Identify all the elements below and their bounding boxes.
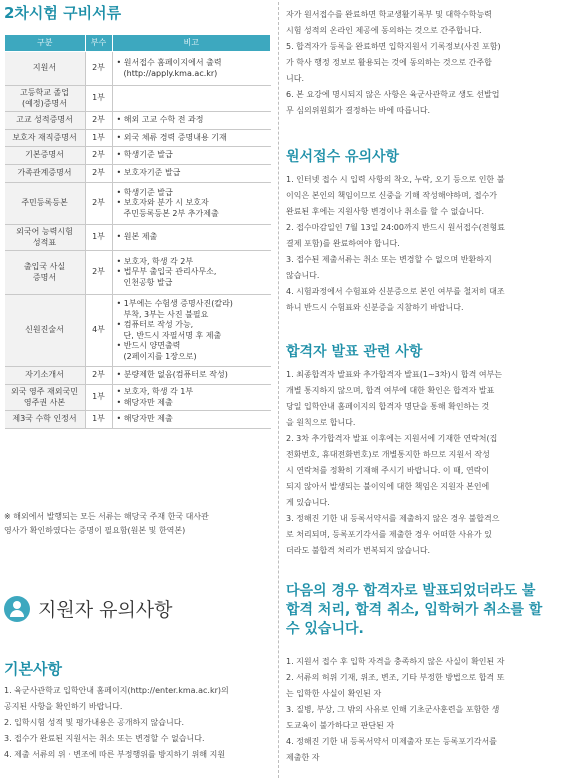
copy-count-cell: 1부 [85,385,112,411]
document-name-line: 지원서 [32,63,57,73]
remarks-line: (2페이지를 1장으로) [123,351,197,361]
remarks-line: • 법무부 출입국 관리사무소, [116,267,217,277]
header-note: 비고 [112,35,271,52]
person-icon [4,596,30,622]
remarks-line: • 보호자와 분가 시 보호자 [116,198,209,208]
document-name-line: 기본증명서 [25,150,64,160]
table-row [5,130,271,147]
list-item: 하니 반드시 수험표와 신분증을 지참하기 바랍니다. [286,303,464,312]
document-name-cell [5,112,86,130]
remarks-cell [112,130,271,147]
table-row [5,165,271,183]
list-item: 제출한 자 [286,753,320,762]
remarks-line: • 반드시 양면출력 [116,341,181,350]
remarks-cell [112,367,271,385]
copy-count-cell: 1부 [85,225,112,251]
list-item: 결제 포함)를 완료하여야 합니다. [286,239,400,248]
remarks-line: • 분량제한 없음(컴퓨터로 작성) [116,370,228,380]
document-name-line: 성적표 [32,237,57,247]
list-item: 5. 합격자가 등록을 완료하면 입학지원서 기록정보(사진 포함) [286,42,501,51]
remarks-line: • 보호자, 학생 각 1부 [116,387,194,396]
list-item: 가 학사 행정 정보로 활용되는 것에 동의하는 것으로 간주합 [286,58,492,67]
remarks-line: 단, 반드시 자필서명 후 제출 [123,330,222,340]
document-name-line: 가족관계증명서 [17,168,72,178]
remarks-line: 부착, 3부는 사진 불필요 [123,309,209,319]
remarks-cell [112,165,271,183]
document-name-cell [5,130,86,147]
list-item: 3. 질병, 부상, 그 밖의 사유로 인해 기초군사훈련을 포함한 생 [286,705,500,714]
remarks-line: (http://apply.kma.ac.kr) [123,68,218,78]
list-item: 3. 접수된 제출서류는 취소 또는 변경할 수 없으며 반환하지 [286,255,492,264]
list-item: 시 연락처를 정확히 기재해 주시기 바랍니다. 이 때, 연락이 [286,466,490,475]
table-row [5,147,271,165]
table-row [5,251,271,295]
list-item: 4. 제출 서류의 위 · 변조에 따른 부정행위를 방지하기 위해 지원 [4,750,226,759]
document-name-line: 고교 성적증명서 [16,115,73,125]
list-item: 로 처리되며, 등록포기각서를 제출한 경우 어떠한 사유가 있 [286,530,492,539]
list-item: 무 심의위원회가 결정하는 바에 따릅니다. [286,106,431,115]
list-item: 1. 최종합격자 발표와 추가합격자 발표(1~3차)시 합격 여부는 [286,370,503,379]
basics-title: 기본사항 [4,660,62,678]
document-name-line: 보호자 재직증명서 [12,132,77,142]
list-item: 2. 입학시험 성적 및 평가내용은 공개하지 않습니다. [4,718,184,727]
list-item: 4. 시험과정에서 수험표와 신분증으로 본인 여부를 철저히 대조 [286,287,505,296]
copy-count-cell: 2부 [85,367,112,385]
remarks-line: • 외국 체류 경력 증명내용 기재 [116,132,227,142]
list-item: 1. 육군사관학교 입학안내 홈페이지(http://enter.kma.ac.kr)의 [4,686,229,695]
application-notes-title: 원서접수 유의사항 [286,149,400,165]
list-item: 더라도 불합격 처리가 번복되지 않습니다. [286,546,431,555]
applicant-notes-title: 지원자 유의사항 [38,599,173,621]
copy-count-cell: 4부 [85,295,112,367]
document-name-cell [5,411,86,429]
list-item: 6. 본 요강에 명시되지 않은 사항은 육군사관학교 생도 선발업 [286,90,500,99]
table-row [5,52,271,86]
footnote-line: ※ 해외에서 발행되는 모든 서류는 해당국 주재 한국 대사관 [4,512,209,521]
remarks-cell [112,86,271,112]
list-item: 2. 서류의 허위 기재, 위조, 변조, 기타 부정한 방법으로 합격 또 [286,673,505,682]
list-item: 이익은 본인의 책임이므로 신중을 기해 작성해야하며, 접수가 [286,191,497,200]
list-item: 2. 3차 추가합격자 발표 이후에는 지원서에 기재한 연락처(집 [286,434,498,443]
list-item: 시험 성적의 온라인 제공에 동의하는 것으로 간주합니다. [286,26,482,35]
document-name-cell [5,385,86,411]
table-row [5,385,271,411]
table-row [5,112,271,130]
copy-count-cell: 2부 [85,183,112,225]
copy-count-cell: 2부 [85,112,112,130]
documents-table [4,34,271,429]
remarks-line: • 해외 고교 수학 전 과정 [116,115,204,125]
list-item: 전화번호, 휴대전화번호)로 개별통지한 하므로 지원서 작성 [286,450,490,459]
table-row [5,86,271,112]
remarks-line: 주민등록등본 2부 추가제출 [123,208,219,218]
list-item: 1. 지원서 접수 후 입학 자격을 충족하지 않은 사실이 확인된 자 [286,657,505,666]
document-name-line: 출입국 사실 [23,262,66,271]
cancellation-title-line: 다음의 경우 합격자로 발표되었더라도 불 [286,583,536,599]
announcement-notes-list [286,367,558,559]
header-count: 부수 [85,35,112,52]
remarks-line: • 원서접수 홈페이지에서 출력 [116,58,222,67]
list-item: 개별 통지하지 않으며, 합격 여부에 대한 확인은 합격자 발표 [286,386,495,395]
cancellation-list [286,654,558,766]
list-item: 2. 접수마감일인 7월 13일 24:00까지 반드시 원서접수(전형료 [286,223,505,232]
document-name-line: 제3국 수학 인정서 [12,414,77,424]
list-item: 않습니다. [286,271,320,280]
document-name-line: 영주권 사본 [23,397,66,407]
document-name-line: 외국어 능력시험 [16,227,73,236]
cancellation-title-line: 합격 처리, 합격 취소, 입학허가 취소를 할 [286,602,543,618]
document-name-cell [5,295,86,367]
remarks-cell [112,147,271,165]
copy-count-cell: 2부 [85,165,112,183]
list-item: 당일 입학안내 홈페이지의 합격자 명단을 통해 확인하는 것 [286,402,490,411]
table-footnote [4,510,269,538]
list-item: 4. 정해진 기한 내 등록서약서 미제출자 또는 등록포기각서를 [286,737,497,746]
table-row [5,225,271,251]
cancellation-title-line: 수 있습니다. [286,621,364,637]
table-row [5,183,271,225]
table-header-row [5,35,271,52]
copy-count-cell: 2부 [85,251,112,295]
document-name-line: 증명서 [32,272,57,282]
remarks-line: • 보호자기준 발급 [116,168,181,178]
list-item: 3. 정해진 기한 내 등록서약서를 제출하지 않은 경우 불합격으 [286,514,500,523]
remarks-line: • 원본 제출 [116,232,158,242]
remarks-cell [112,112,271,130]
document-name-line: 고등학교 졸업 [20,88,69,97]
remarks-cell [112,52,271,86]
list-item: 니다. [286,74,304,83]
applicant-notes-header [4,595,173,622]
table-row [5,367,271,385]
list-item: 도교육이 불가하다고 판단된 자 [286,721,395,730]
intro-list [286,7,558,119]
remarks-line: • 1부에는 수험생 증명사진(칼라) [116,299,233,308]
table-row [5,411,271,429]
document-name-cell [5,225,86,251]
remarks-cell [112,183,271,225]
remarks-line: • 보호자, 학생 각 2부 [116,256,194,266]
list-item: 3. 접수가 완료된 지원서는 취소 또는 변경할 수 없습니다. [4,734,205,743]
remarks-line: • 해당자만 제출 [116,397,173,407]
list-item: 자가 원서접수를 완료하면 학교생활기록부 및 대학수학능력 [286,10,492,19]
list-item: 1. 인터넷 접수 시 입력 사항의 착오, 누락, 오기 등으로 인한 불 [286,175,505,184]
list-item: 을 원칙으로 합니다. [286,418,356,427]
document-name-line: (예정)증명서 [22,98,67,108]
document-name-cell [5,367,86,385]
document-name-line: 신원진술서 [25,325,64,335]
copy-count-cell: 2부 [85,147,112,165]
document-name-cell [5,52,86,86]
document-name-cell [5,147,86,165]
list-item: 공지된 사항을 확인하기 바랍니다. [4,702,123,711]
list-item: 는 입학한 사실이 확인된 자 [286,689,382,698]
copy-count-cell: 1부 [85,86,112,112]
remarks-line: • 학생기준 발급 [116,150,173,160]
document-name-cell [5,251,86,295]
list-item: 완료된 후에는 지원사항 변경이나 취소를 할 수 없습니다. [286,207,485,216]
announcement-notes-title: 합격자 발표 관련 사항 [286,344,423,360]
list-item: 게 있습니다. [286,498,330,507]
remarks-line: • 학생기준 발급 [116,187,173,197]
list-item: 되지 않아서 발생되는 불이익에 대한 책임은 지원자 본인에 [286,482,490,491]
copy-count-cell: 1부 [85,411,112,429]
document-name-line: 자기소개서 [25,370,64,380]
remarks-cell [112,251,271,295]
document-name-cell [5,183,86,225]
column-divider [278,2,279,778]
application-notes-list [286,172,558,316]
copy-count-cell: 1부 [85,130,112,147]
cancellation-title [286,582,558,639]
basics-list [4,683,272,763]
footnote-line: 영사가 확인하였다는 증명이 필요함(원본 및 한역본) [4,526,186,535]
table-row [5,295,271,367]
document-name-line: 주민등록등본 [21,198,68,208]
remarks-line: • 컴퓨터로 작성 가능, [116,320,194,329]
remarks-cell [112,385,271,411]
document-name-line: 외국 영주 재외국민 [11,387,78,396]
document-name-cell [5,86,86,112]
remarks-cell [112,295,271,367]
header-category: 구분 [5,35,86,52]
remarks-line: • 해당자만 제출 [116,414,173,424]
document-name-cell [5,165,86,183]
copy-count-cell: 2부 [85,52,112,86]
remarks-line: 인천공항 발급 [123,277,173,287]
docs-title: 2차시험 구비서류 [4,4,122,22]
remarks-cell [112,225,271,251]
remarks-cell [112,411,271,429]
